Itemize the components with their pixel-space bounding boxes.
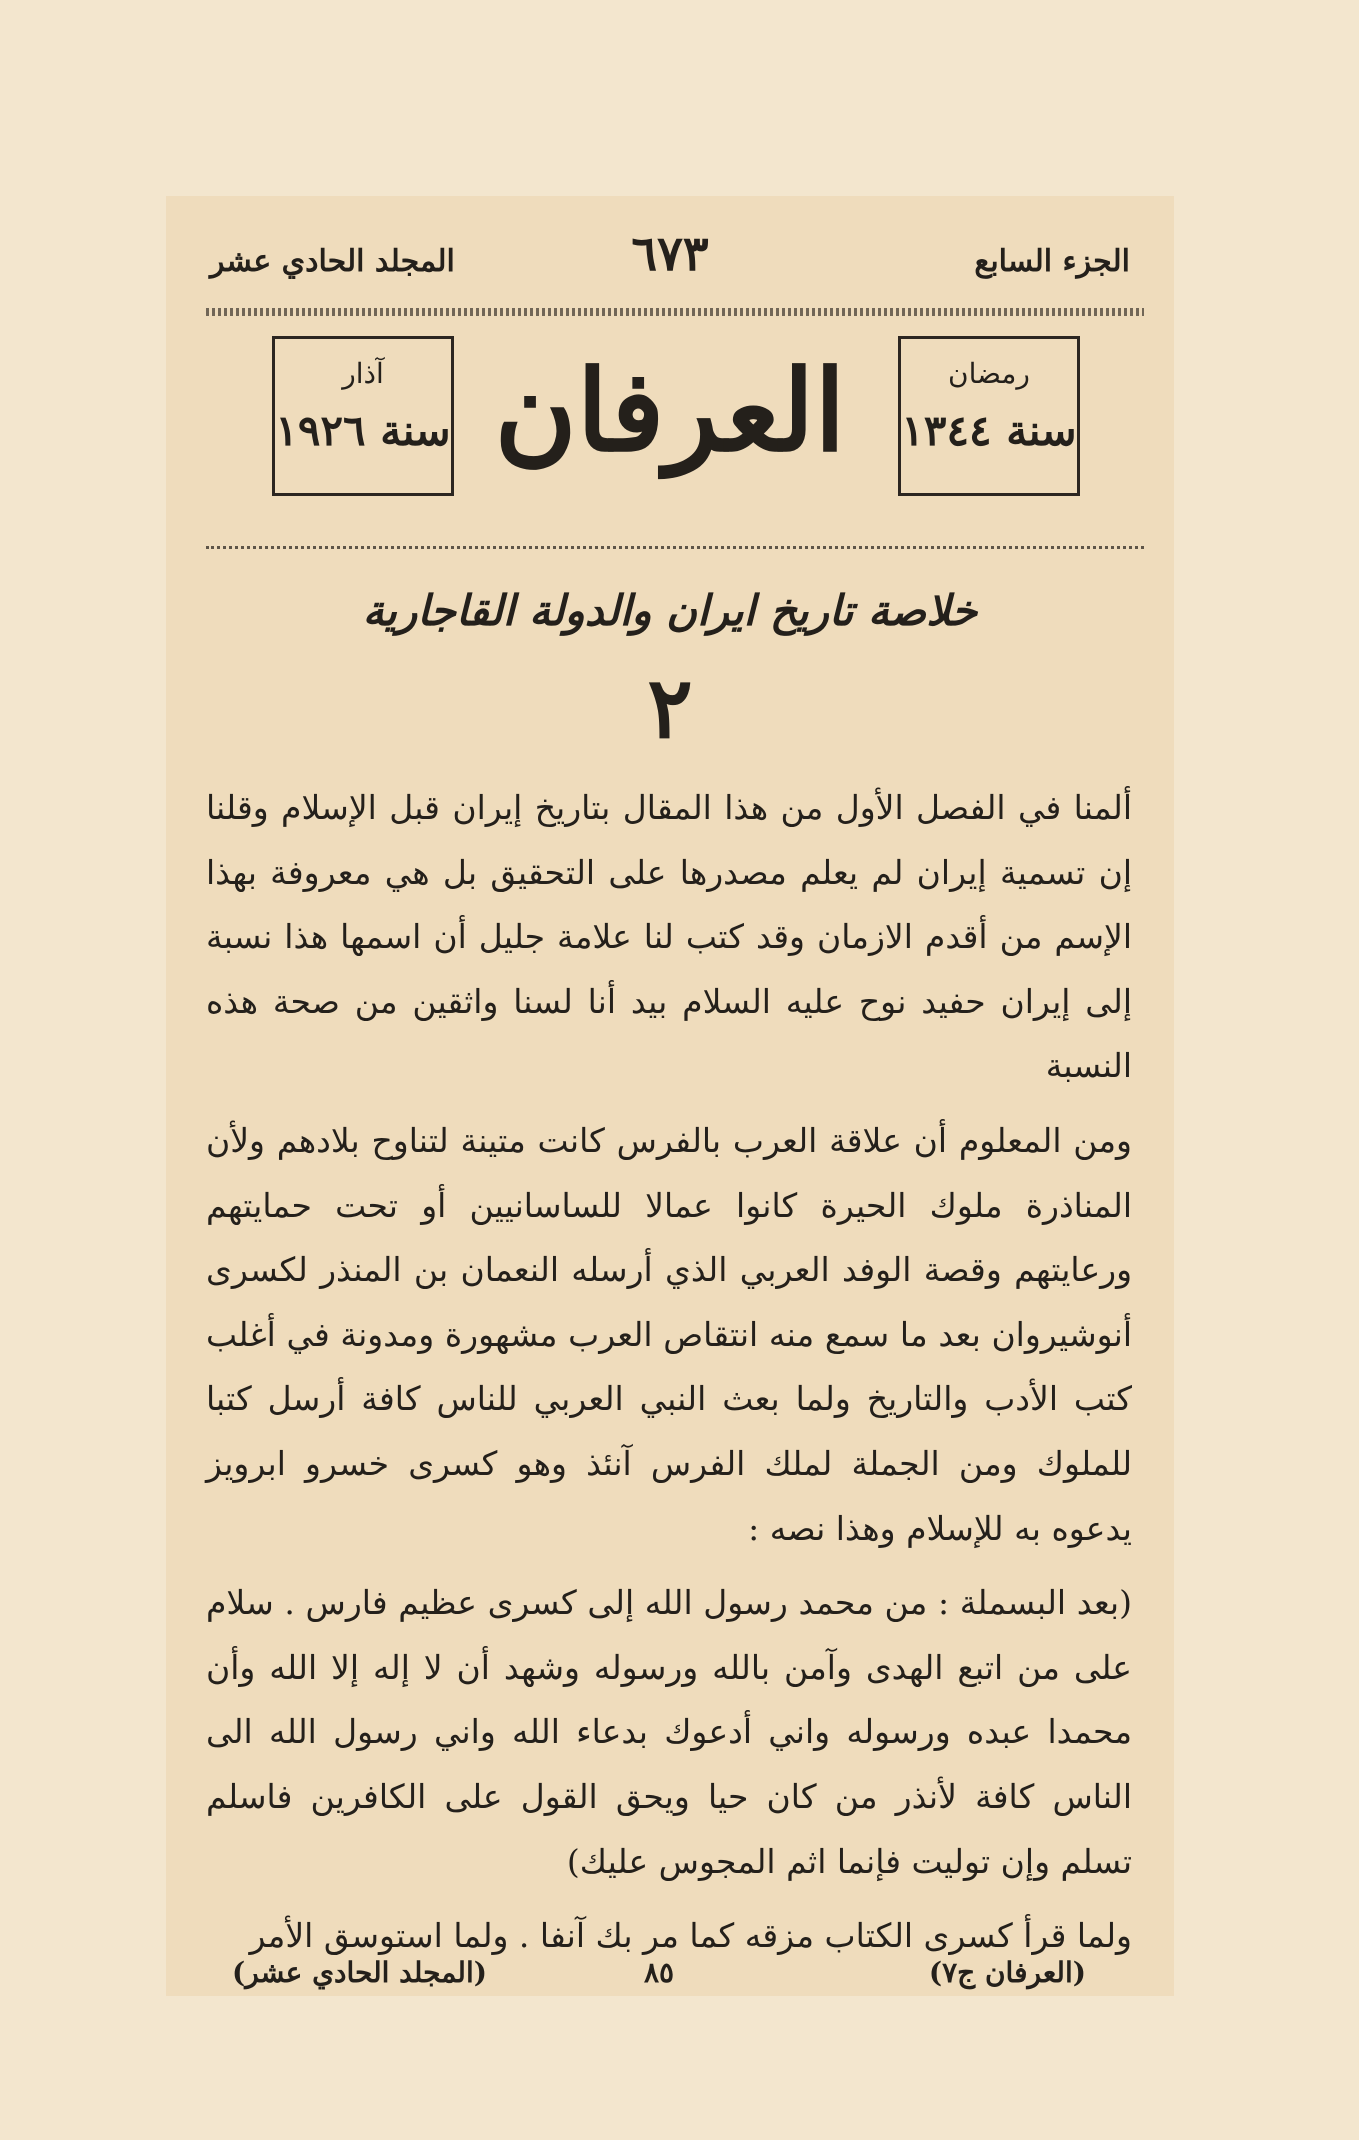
paragraph: ولما قرأ كسرى الكتاب مزقه كما مر بك آنفا . ولما استوسق الأمر bbox=[249, 1916, 1132, 1956]
page-number: ٦٧٣ bbox=[631, 226, 709, 282]
paragraph: ومن المعلوم أن علاقة العرب بالفرس كانت متينة لتناوح بلادهم ولأن المناذرة ملوك الحيرة كانوا عمالا للساسانيين أو تحت حمايتهم ورعايتهم وقصة الوفد العربي الذي أرسله النعمان بن المنذر لكسرى أنوشيروان بعد ما سمع منه انتقاص العرب مشهورة ومدونة في أغلب كتب الأدب والتاريخ ولما بعث النبي العربي للناس كافة أرسل كتبا للملوك ومن الجملة لملك الفرس آنئذ وهو كسرى خسرو ابرويز يدعوه به للإسلام وهذا نصه : bbox=[206, 1120, 1133, 1548]
journal-title: العرفان bbox=[494, 346, 846, 477]
footer-volume-ref: (المجلد الحادي عشر) bbox=[232, 1956, 487, 1989]
gregorian-year: سنة ١٩٢٦ bbox=[275, 406, 451, 455]
header-rule bbox=[206, 308, 1144, 316]
running-footer bbox=[232, 1956, 1086, 1996]
hijri-date-box bbox=[898, 336, 1080, 496]
gregorian-date-box bbox=[272, 336, 454, 496]
footer-sheet-number: ٨٥ bbox=[643, 1956, 675, 1989]
hijri-month: رمضان bbox=[948, 357, 1030, 390]
paragraph: ألمنا في الفصل الأول من هذا المقال بتاريخ إيران قبل الإسلام وقلنا إن تسمية إيران لم يعلم مصدرها على التحقيق بل هي معروفة بهذا الإسم من أقدم الازمان وقد كتب لنا علامة جليل أن اسمها هذا نسبة إلى إيران حفيد نوح عليه السلام بيد أنا لسنا واثقين من صحة هذه النسبة bbox=[206, 788, 1132, 1086]
hijri-year: سنة ١٣٤٤ bbox=[901, 406, 1077, 455]
masthead-rule bbox=[206, 546, 1144, 549]
journal-page bbox=[166, 196, 1174, 1996]
footer-journal-ref: (العرفان ج٧) bbox=[928, 1956, 1086, 1989]
masthead bbox=[166, 336, 1174, 516]
article-title: خلاصة تاريخ ايران والدولة القاجارية bbox=[362, 586, 978, 635]
article-body bbox=[206, 776, 1132, 1979]
volume-label: المجلد الحادي عشر bbox=[210, 244, 455, 279]
article-part-number: ٢ bbox=[647, 658, 693, 757]
part-label: الجزء السابع bbox=[974, 244, 1130, 279]
gregorian-month: آذار bbox=[342, 357, 384, 390]
running-header bbox=[210, 226, 1130, 296]
paragraph: (بعد البسملة : من محمد رسول الله إلى كسرى عظيم فارس . سلام على من اتبع الهدى وآمن بالله ورسوله وشهد أن لا إله إلا الله وأن محمدا عبده ورسوله واني أدعوك بدعاء الله واني رسول الله الى الناس كافة لأنذر من كان حيا ويحق القول على الكافرين فاسلم تسلم وإن توليت فإنما اثم المجوس عليك) bbox=[206, 1583, 1132, 1881]
